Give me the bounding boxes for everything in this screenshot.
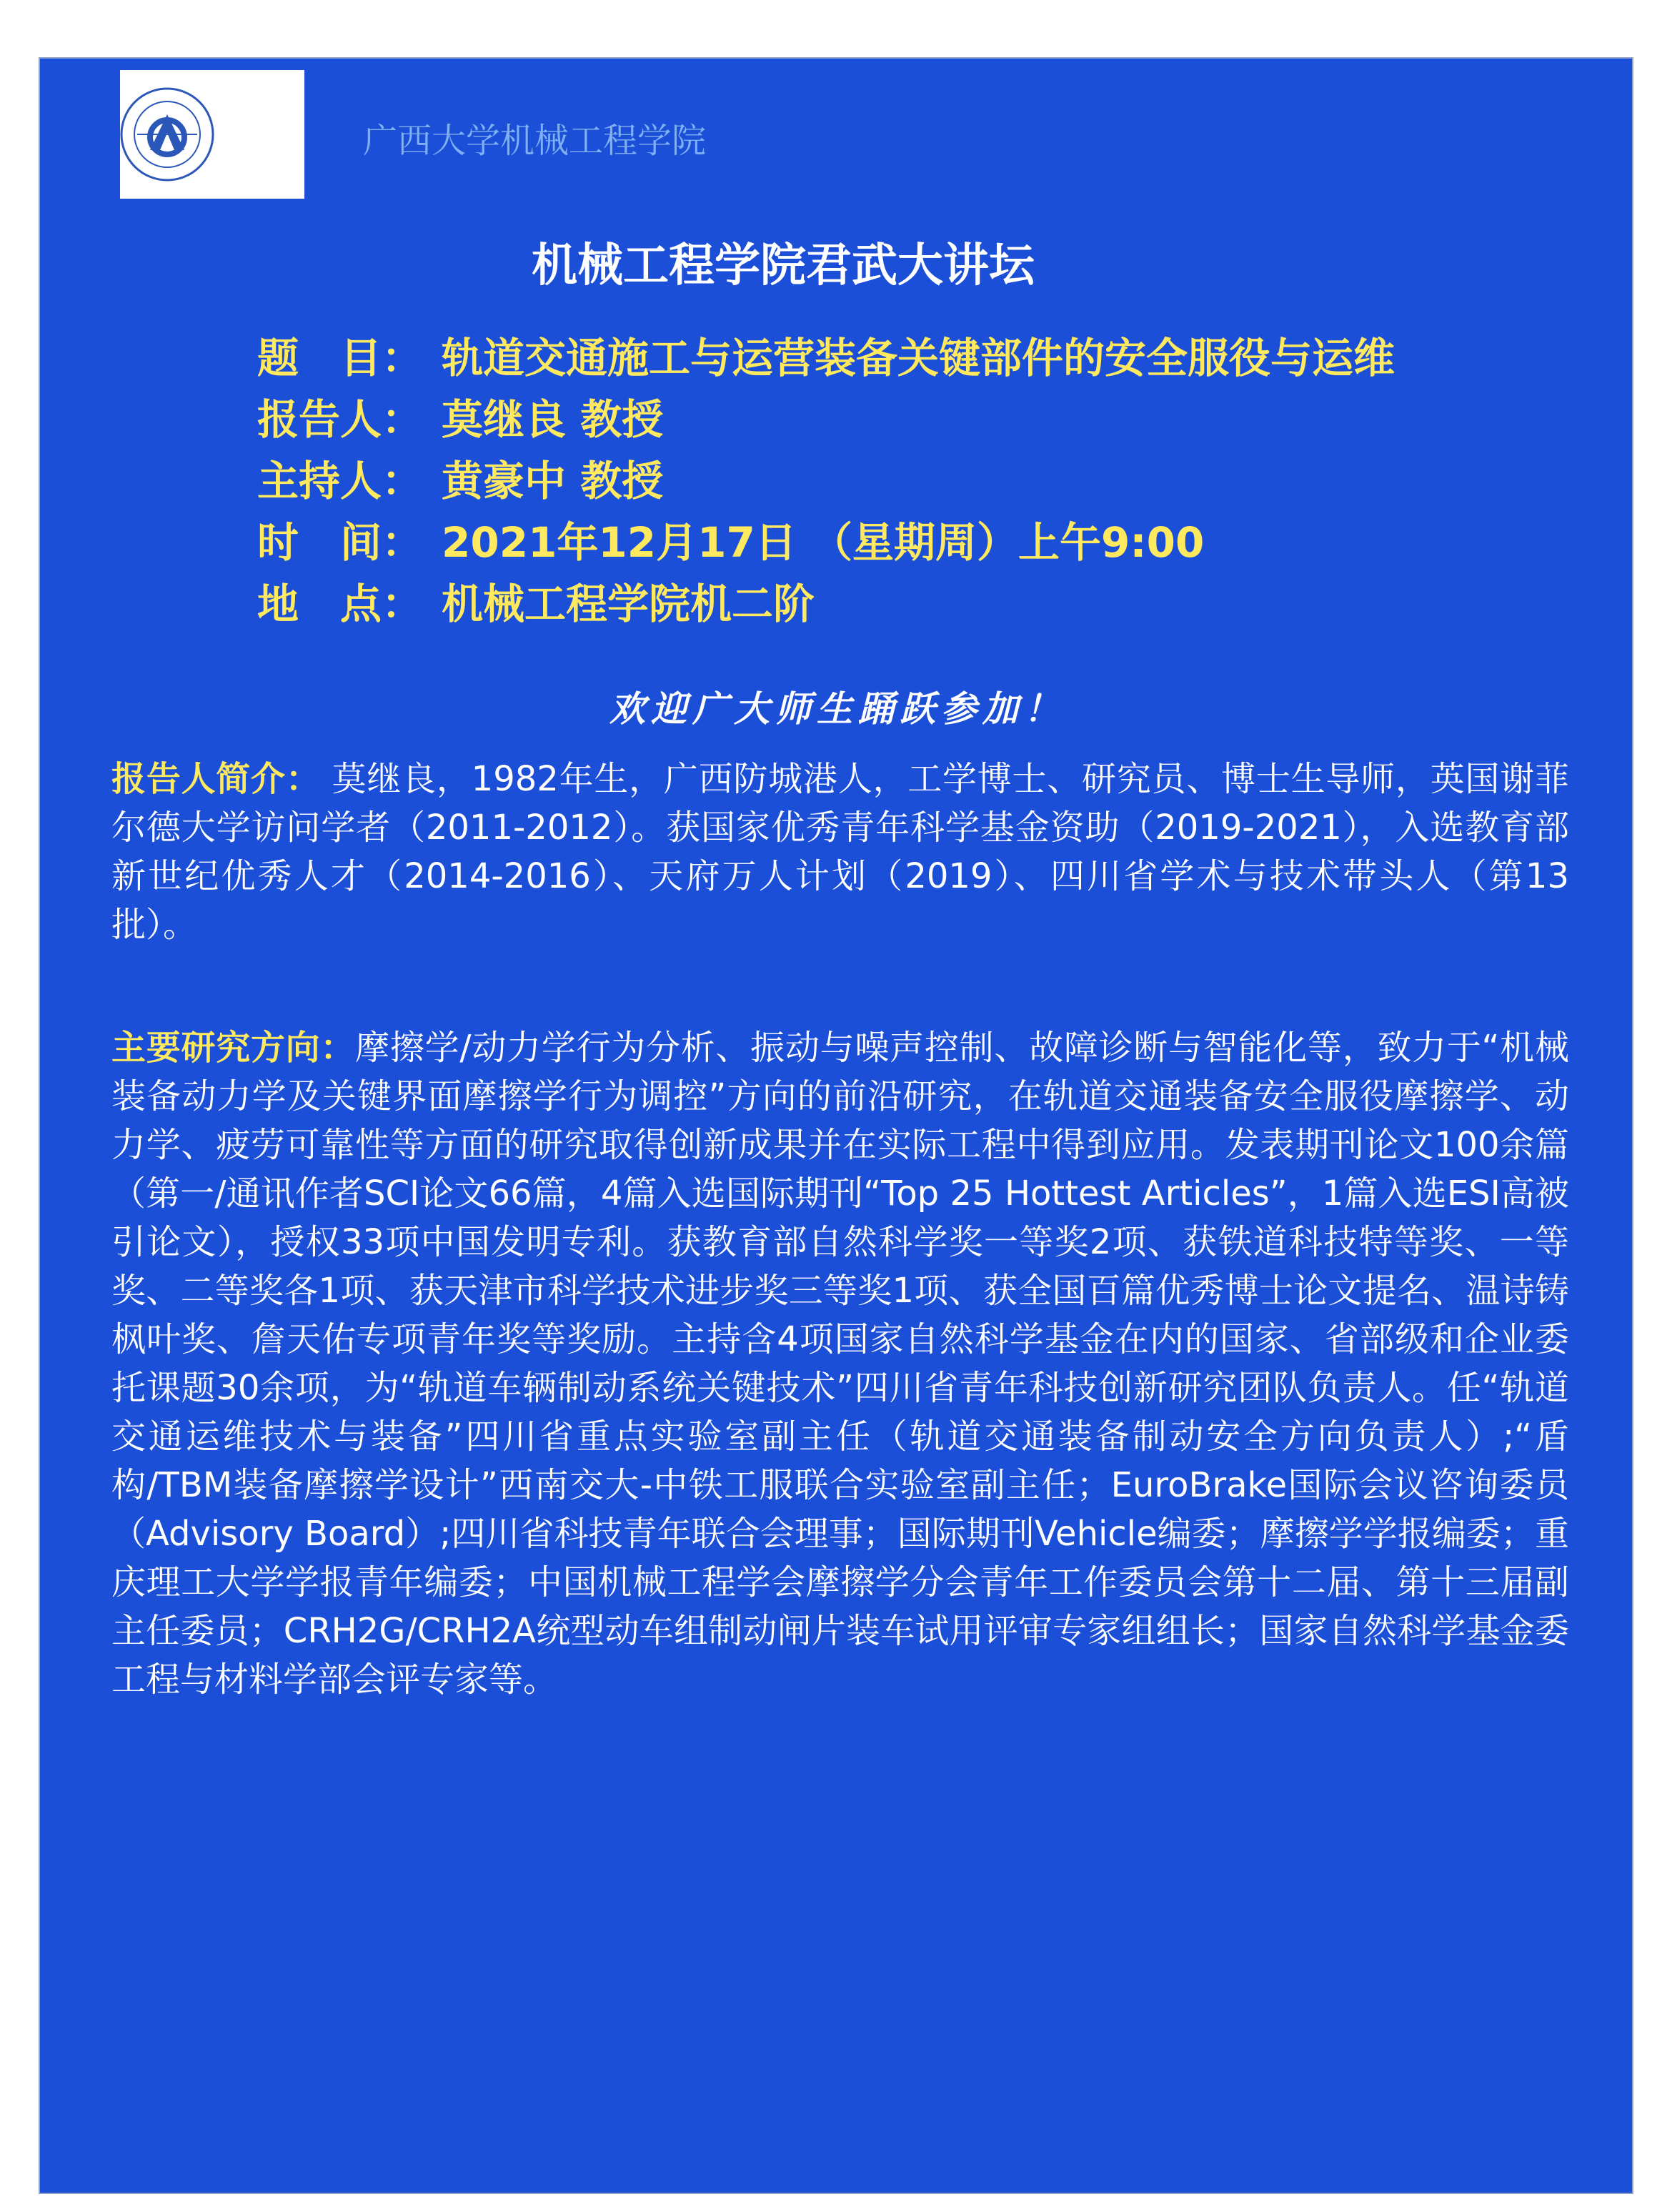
school-name: 广西大学机械工程学院 <box>363 121 707 161</box>
info-value: 莫继良 教授 <box>442 395 664 444</box>
info-location <box>257 573 1395 635</box>
info-label: 地 点： <box>257 580 424 628</box>
info-label: 报告人： <box>257 395 424 444</box>
speaker-bio <box>111 755 1569 949</box>
info-label: 时 间： <box>257 518 424 567</box>
info-value: 黄豪中 教授 <box>442 457 664 505</box>
info-host <box>257 450 1395 512</box>
bio-heading: 报告人简介： <box>111 759 321 799</box>
welcome-message: 欢迎广大师生踊跃参加！ <box>609 688 1065 730</box>
school-logo <box>120 70 304 199</box>
poster <box>39 57 1633 2194</box>
info-value: 2021年12月17日 （星期周）上午9:00 <box>442 518 1205 567</box>
info-value: 轨道交通施工与运营装备关键部件的安全服役与运维 <box>442 334 1395 382</box>
info-topic <box>257 327 1395 389</box>
lecture-series-title: 机械工程学院君武大讲坛 <box>532 239 1035 292</box>
research-text: 摩擦学/动力学行为分析、振动与噪声控制、故障诊断与智能化等，致力于“机械装备动力学及关键界面摩擦学行为调控”方向的前沿研究，在轨道交通装备安全服役摩擦学、动力学、疲劳可靠性等方面的研究取得创新成果并在实际工程中得到应用。发表期刊论文100余篇（第一/通讯作者SCI论文66篇，4篇入选国际期刊“Top 25 Hottest Articles”，1篇入选ESI高被引论文），授权33项中国发明专利。获教育部自然科学奖一等奖2项、获铁道科技特等奖、一等奖、二等奖各1项、获天津市科学技术进步奖三等奖1项、获全国百篇优秀博士论文提名、温诗铸枫叶奖、詹天佑专项青年奖等奖励。主持含4项国家自然科学基金在内的国家、省部级和企业委托课题30余项，为“轨道车辆制动系统关键技术”四川省青年科技创新研究团队负责人。任“轨道交通运维技术与装备”四川省重点实验室副主任（轨道交通装备制动安全方向负责人）;“盾构/TBM装备摩擦学设计”西南交大-中铁工服联合实验室副主任；EuroBrake国际会议咨询委员（Advisory Board）;四川省科技青年联合会理事；国际期刊Vehicle编委；摩擦学学报编委；重庆理工大学学报青年编委；中国机械工程学会摩擦学分会青年工作委员会第十二届、第十三届副主任委员；CRH2G/CRH2A统型动车组制动闸片装车试用评审专家组组长；国家自然科学基金委工程与材料学部会评专家等。 <box>111 1028 1569 1700</box>
info-value: 机械工程学院机二阶 <box>442 580 815 628</box>
info-label: 题 目： <box>257 334 424 382</box>
info-time <box>257 512 1395 573</box>
info-speaker <box>257 389 1395 450</box>
research-directions <box>111 1023 1569 1704</box>
school-emblem-icon <box>120 70 304 199</box>
research-heading: 主要研究方向： <box>111 1028 356 1068</box>
lecture-info <box>257 327 1395 635</box>
bio-text: 莫继良，1982年生，广西防城港人，工学博士、研究员、博士生导师，英国谢菲尔德大学访问学者（2011-2012）。获国家优秀青年科学基金资助（2019-2021），入选教育部新世纪优秀人才（2014-2016）、天府万人计划（2019）、四川省学术与技术带头人（第13批）。 <box>111 759 1569 945</box>
info-label: 主持人： <box>257 457 424 505</box>
